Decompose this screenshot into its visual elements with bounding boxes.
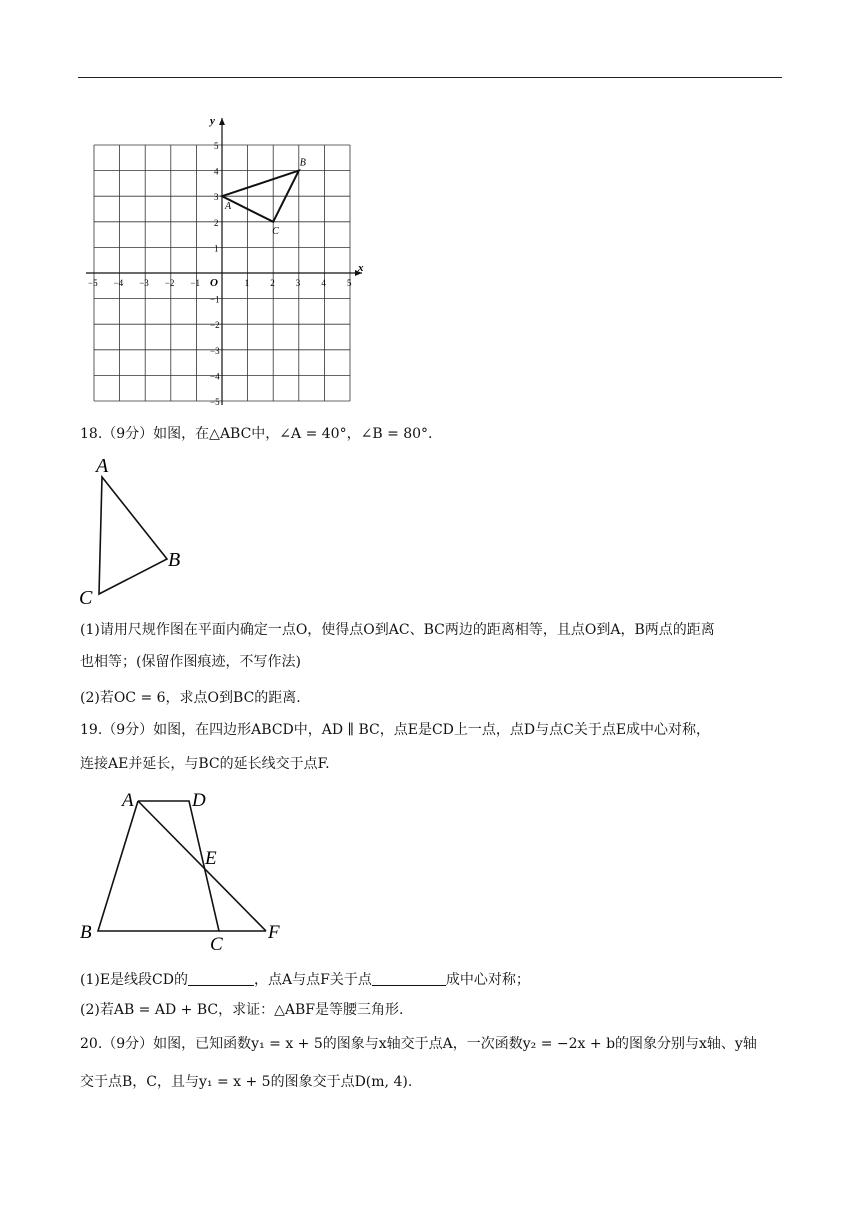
q19-part1-text-a: (1)E是线段CD的	[80, 972, 188, 988]
y-axis-arrow	[219, 118, 225, 125]
q19-label-a: A	[122, 790, 134, 811]
triangle-abc-figure	[74, 452, 194, 610]
q18-part2: (2)若OC = 6，求点O到BC的距离.	[80, 690, 301, 706]
x-tick-label: 1	[244, 278, 250, 288]
q18-part1-line1: (1)请用尺规作图在平面内确定一点O，使得点O到AC、BC两边的距离相等，且点O到A，B两点的距离	[80, 622, 715, 638]
y-tick-label: −5	[210, 397, 220, 407]
q18-label-c: C	[79, 587, 93, 609]
q18-part1-line2: 也相等；(保留作图痕迹，不写作法)	[80, 654, 301, 670]
q18-label-b: B	[168, 549, 181, 571]
y-axis-label: y	[210, 115, 215, 127]
x-tick-label: −4	[113, 278, 124, 288]
coordinate-grid-svg	[80, 112, 370, 407]
x-tick-label: 2	[270, 278, 275, 288]
x-tick-label: −3	[139, 278, 149, 288]
segment-af	[138, 801, 266, 931]
answer-blank-1[interactable]	[188, 971, 254, 986]
y-tick-label: 3	[214, 192, 219, 203]
x-tick-label: −5	[88, 278, 98, 288]
q19-label-d: D	[192, 790, 206, 811]
q19-label-e: E	[205, 848, 217, 869]
q20-line2: 交于点B，C，且与y₁ = x + 5的图象交于点D(m, 4).	[80, 1074, 413, 1090]
q19-label-b: B	[80, 922, 92, 943]
q19-part2: (2)若AB = AD + BC，求证：△ABF是等腰三角形.	[80, 1002, 404, 1018]
y-tick-label: 4	[214, 166, 219, 177]
x-tick-label: 4	[321, 278, 326, 288]
y-tick-label: −2	[210, 320, 220, 331]
x-tick-label: 3	[295, 278, 301, 288]
y-tick-label: −4	[210, 371, 220, 382]
grid-point-label: C	[272, 225, 279, 237]
y-tick-label: −3	[210, 345, 220, 356]
answer-blank-2[interactable]	[372, 971, 446, 986]
quadrilateral-abcd	[98, 801, 219, 931]
x-tick-label: −2	[164, 278, 175, 288]
x-tick-label: −1	[190, 278, 200, 288]
grid-point-label: A	[225, 201, 232, 213]
header-rule	[78, 77, 782, 78]
y-tick-label: −1	[210, 294, 220, 305]
triangle-abc	[99, 477, 167, 594]
q19-label-f: F	[268, 922, 280, 943]
grid-point-label: B	[299, 157, 306, 169]
y-tick-label: 1	[214, 243, 219, 254]
q18-header: 18.（9分）如图，在△ABC中，∠A = 40°，∠B = 80°.	[80, 426, 433, 442]
x-tick-label: 5	[347, 278, 352, 288]
q19-part1-text-c: 成中心对称；	[445, 972, 530, 988]
origin-label: O	[210, 277, 218, 289]
q19-part1	[80, 970, 530, 990]
q19-header-line2: 连接AE并延长，与BC的延长线交于点F.	[80, 756, 330, 772]
quadrilateral-abcd-figure	[78, 786, 288, 956]
q19-part1-text-b: ，点A与点F关于点	[254, 972, 372, 988]
q19-header-line1: 19.（9分）如图，在四边形ABCD中，AD ∥ BC，点E是CD上一点，点D与点C关于点E成中心对称，	[80, 722, 711, 738]
q18-label-a: A	[96, 455, 109, 477]
x-axis-label: x	[358, 262, 364, 274]
q19-label-c: C	[210, 934, 223, 955]
y-tick-label: 2	[214, 217, 219, 228]
coordinate-grid-figure	[80, 112, 370, 407]
q20-line1: 20.（9分）如图，已知函数y₁ = x + 5的图象与x轴交于点A，一次函数y₂ = −2x + b的图象分别与x轴、y轴	[80, 1036, 757, 1052]
y-tick-label: 5	[214, 141, 219, 151]
